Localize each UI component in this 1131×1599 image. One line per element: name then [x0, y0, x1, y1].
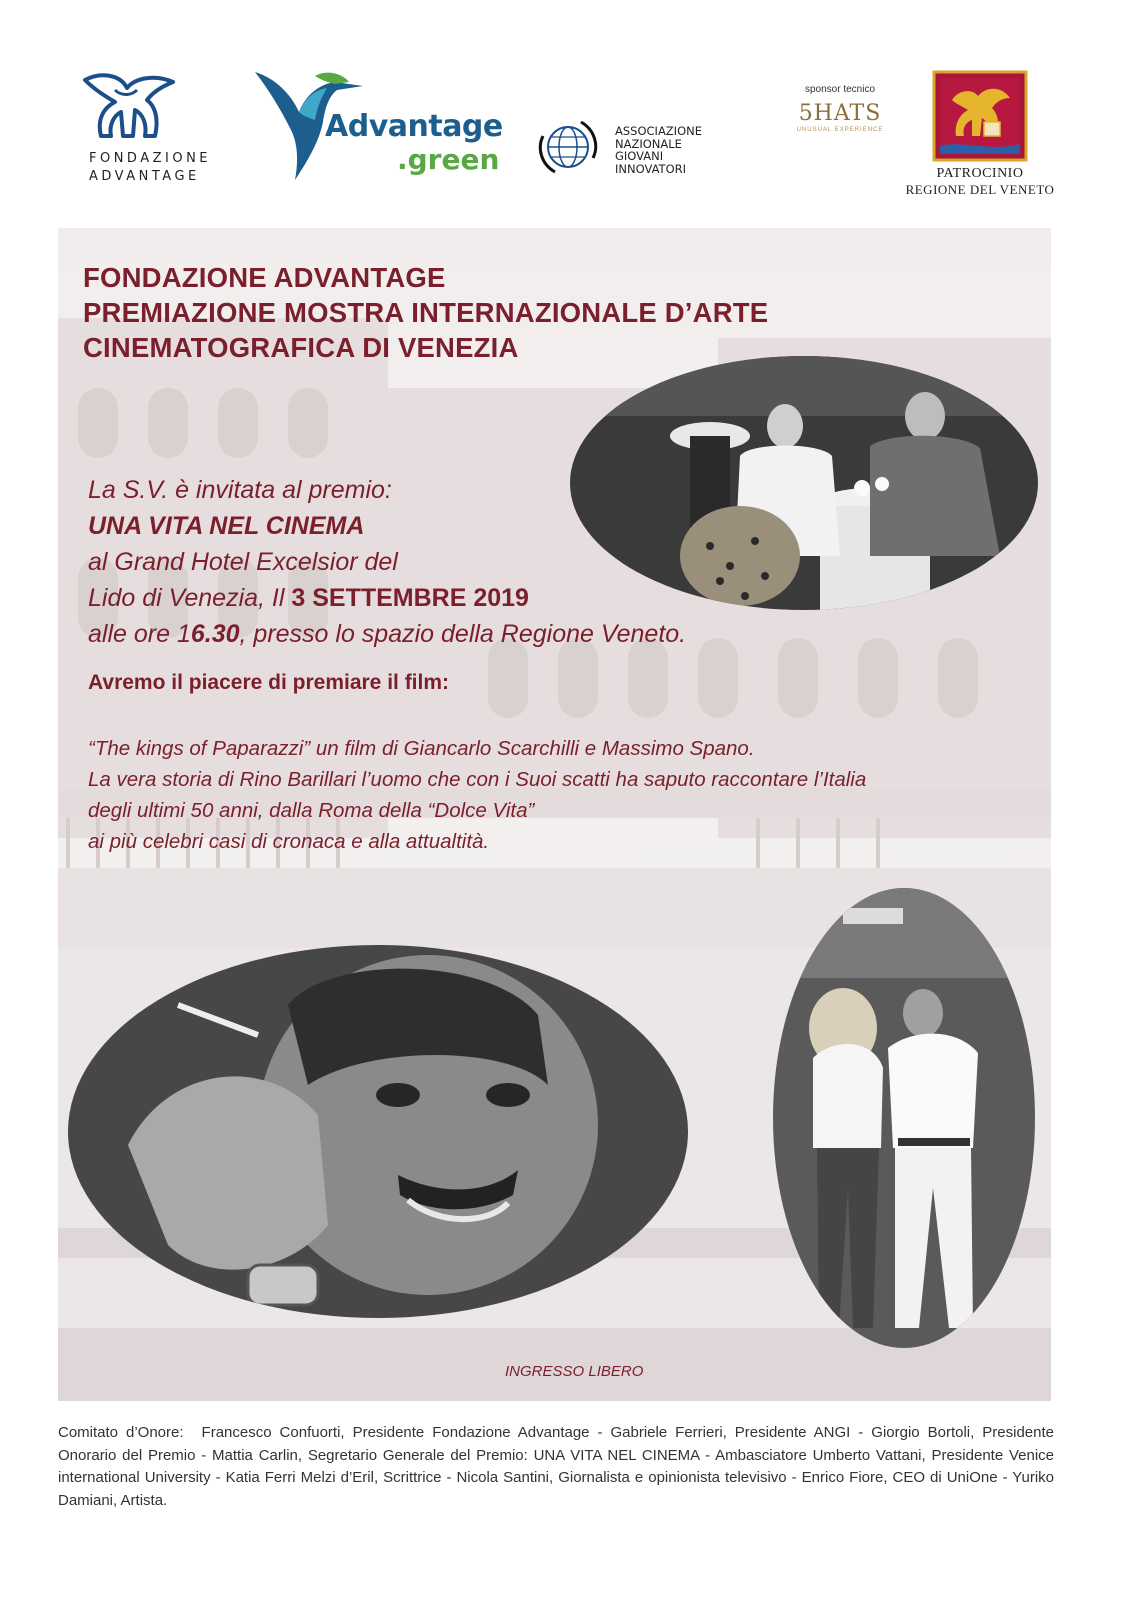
film-line: La vera storia di Rino Barillari l’uomo che con i Suoi scatti ha saputo raccontare l’Italia [88, 768, 867, 791]
photo-man-with-cigarette-image [68, 945, 688, 1318]
invite-venue: al Grand Hotel Excelsior del [88, 548, 398, 576]
photo-man-with-cigarette [68, 945, 688, 1318]
sponsor-label: sponsor tecnico [804, 84, 876, 95]
regione-veneto-logo [905, 70, 1055, 200]
sponsor-5hats-logo [770, 84, 910, 154]
film-line: ai più celebri casi di cronaca e alla attualtità. [88, 830, 490, 853]
heading-line1: FONDAZIONE ADVANTAGE [83, 262, 446, 293]
honor-committee [58, 1422, 1054, 1512]
photo-couple-walking-image [773, 888, 1035, 1348]
lion-of-saint-mark-icon [932, 70, 1028, 162]
invite-date: 3 SETTEMBRE 2019 [291, 584, 529, 612]
film-intro: Avremo il piacere di premiare il film: [88, 671, 450, 694]
angi-line: ASSOCIAZIONE [615, 124, 702, 138]
invitation-text [88, 472, 728, 652]
film-line: degli ultimi 50 anni, dalla Roma della “Dolce Vita” [88, 799, 535, 822]
angi-logo [545, 118, 745, 178]
globe-icon [535, 118, 601, 176]
free-entry-label: INGRESSO LIBERO [505, 1363, 644, 1380]
invitation-panel [58, 228, 1051, 1401]
film-line: “The kings of Paparazzi” un film di Giancarlo Scarchilli e Massimo Spano. [88, 737, 755, 760]
heading-line2: PREMIAZIONE MOSTRA INTERNAZIONALE D’ARTE [83, 297, 769, 328]
angi-line: INNOVATORI [615, 161, 687, 176]
invite-location: , presso lo spazio della Regione Veneto. [239, 620, 687, 648]
invite-time-prefix: alle ore 1 [88, 620, 191, 648]
invite-date-prefix: Lido di Venezia, Il [88, 584, 292, 612]
invite-time: 6.30 [190, 620, 240, 648]
sponsor-brand: 5HATS [798, 101, 882, 126]
invite-date-line [88, 580, 728, 616]
green-wordmark: .green [397, 143, 500, 176]
invite-time-line [88, 616, 728, 652]
award-name: UNA VITA NEL CINEMA [88, 512, 365, 540]
angi-wordmark [615, 125, 702, 175]
fondazione-wordmark [89, 150, 211, 186]
griffin-icon [75, 70, 185, 150]
advantage-wordmark: Advantage [325, 109, 503, 144]
invite-line1: La S.V. è invitata al premio: [88, 476, 392, 504]
heading-line3: CINEMATOGRAFICA DI VENEZIA [83, 332, 519, 363]
angi-line: NAZIONALE [615, 136, 682, 151]
sponsor-tagline: UNUSUAL EXPERIENCE [796, 127, 884, 133]
event-heading [83, 260, 768, 365]
film-description [88, 733, 1018, 857]
honor-committee-members: Francesco Confuorti, Presidente Fondazione Advantage - Gabriele Ferrieri, Presidente ANGI - Giorgio Bortoli, Presidente Onorario del Premio - Mattia Carlin, Segretario Generale del Premio: UNA VITA NEL CINEMA - Ambasciatore Umberto Vattani, Presidente Venice international University - Katia Ferri Melzi d’Eril, Scrittrice - Nicola Santini, Giornalista e opinionista televisivo - Enrico Fiore, CEO di UniOne - Yuriko Damiani, Artista. [58, 1424, 1054, 1509]
fondazione-wordmark-line2: ADVANTAGE [89, 169, 200, 184]
patrocinio-label: PATROCINIO [936, 166, 1024, 181]
fondazione-wordmark-line1: FONDAZIONE [89, 151, 212, 166]
fondazione-advantage-logo [75, 70, 260, 190]
regione-veneto-label: REGIONE DEL VENETO [905, 182, 1055, 197]
angi-line: GIOVANI [615, 149, 664, 163]
advantage-green-logo [255, 68, 505, 186]
honor-committee-label: Comitato d’Onore: [58, 1424, 184, 1441]
photo-couple-walking [773, 888, 1035, 1348]
